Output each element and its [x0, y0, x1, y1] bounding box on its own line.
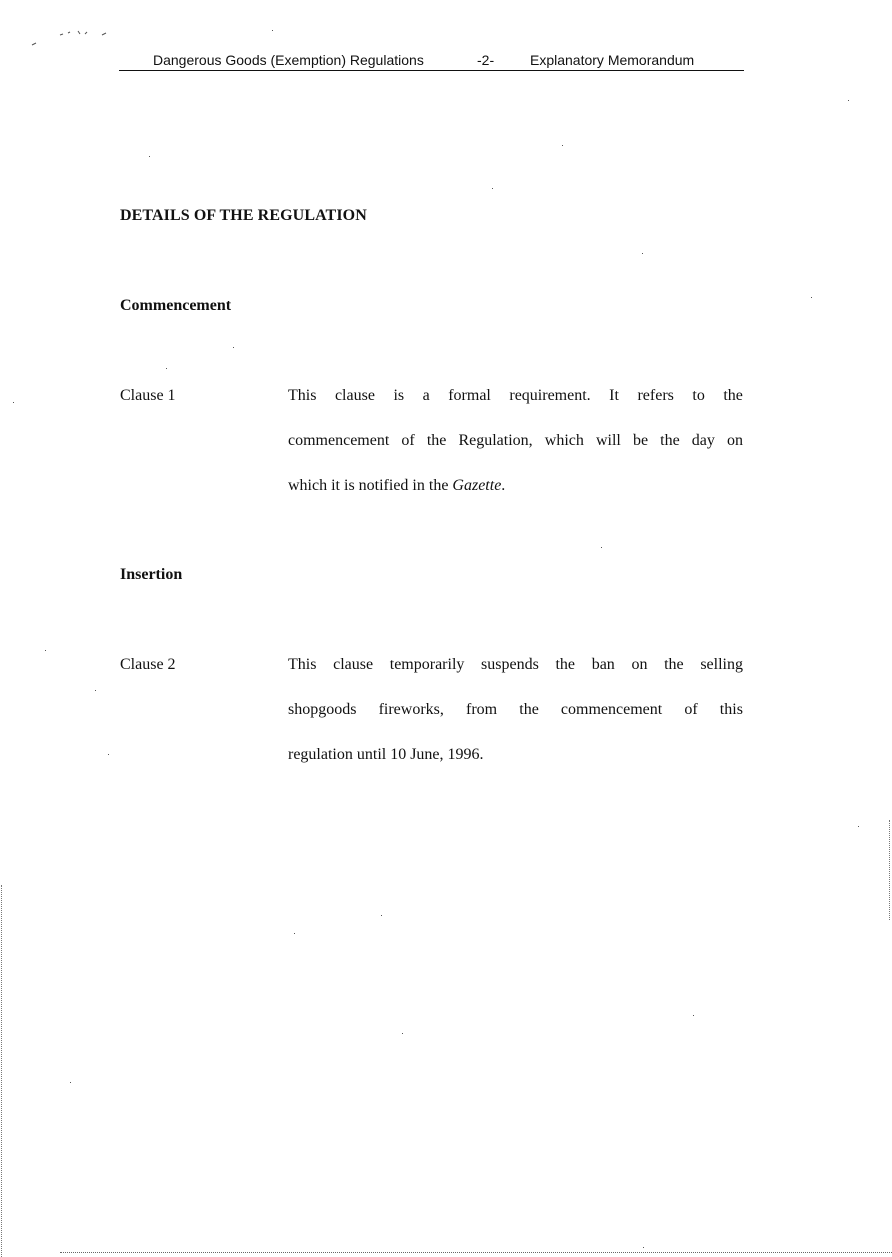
clause-1-line-3-suffix: .: [501, 477, 506, 494]
scan-bottom-line: [60, 1252, 892, 1253]
clause-1-line-3: [288, 476, 743, 496]
word: commencement: [560, 701, 663, 718]
clause-1-line-3-prefix: which it is notified in the: [288, 477, 453, 494]
word: selling: [700, 656, 743, 673]
scan-speck: [70, 1082, 71, 1083]
word: be: [632, 432, 649, 449]
scan-mark: [30, 25, 120, 50]
word: This: [288, 656, 317, 673]
scan-speck: [272, 30, 273, 31]
word: suspends: [481, 656, 539, 673]
word: on: [727, 432, 743, 449]
word: This: [288, 387, 317, 404]
word: day: [691, 432, 715, 449]
word: ban: [591, 656, 615, 673]
gazette-italic: Gazette: [452, 477, 502, 494]
header-page-number: -2-: [477, 52, 495, 68]
running-header: [119, 50, 744, 71]
scan-speck: [13, 402, 14, 403]
scan-speck: [848, 100, 849, 101]
word: clause: [333, 656, 374, 673]
word: the: [555, 656, 576, 673]
word: formal: [448, 387, 491, 404]
word: It: [609, 387, 619, 404]
clause-1-label: Clause 1: [120, 387, 176, 404]
word: will: [595, 432, 621, 449]
scan-speck: [562, 145, 563, 146]
word: of: [684, 701, 698, 718]
scan-speck: [492, 188, 493, 189]
scan-speck: [402, 1033, 403, 1034]
word: a: [422, 387, 430, 404]
word: the: [519, 701, 539, 718]
clause-2-line-3: regulation until 10 June, 1996.: [288, 746, 484, 763]
word: from: [466, 701, 498, 718]
word: refers: [637, 387, 674, 404]
clause-2-label: Clause 2: [120, 656, 176, 673]
scan-speck: [294, 933, 295, 934]
word: is: [393, 387, 405, 404]
scan-speck: [642, 253, 643, 254]
scan-speck: [811, 297, 812, 298]
scan-speck: [693, 1015, 694, 1016]
word: which: [544, 432, 584, 449]
scan-edge-line: [1, 885, 2, 1257]
word: to: [692, 387, 705, 404]
word: of: [401, 432, 415, 449]
word: requirement.: [509, 387, 591, 404]
word: commencement: [288, 432, 390, 449]
section-heading: DETAILS OF THE REGULATION: [120, 207, 367, 224]
scan-speck: [149, 156, 150, 157]
clause-2-line-1: [288, 655, 743, 675]
header-title-right: Explanatory Memorandum: [530, 52, 695, 68]
word: fireworks,: [378, 701, 444, 718]
scan-speck: [233, 347, 234, 348]
clause-1-line-2: [288, 431, 743, 451]
word: the: [426, 432, 447, 449]
subheading-commencement: Commencement: [120, 297, 232, 314]
word: Regulation,: [458, 432, 533, 449]
scan-speck: [381, 915, 382, 916]
scan-speck: [95, 690, 96, 691]
scan-speck: [601, 547, 602, 548]
scan-speck: [45, 650, 46, 651]
header-title-left: Dangerous Goods (Exemption) Regulations: [153, 52, 424, 68]
word: the: [723, 387, 743, 404]
word: clause: [334, 387, 375, 404]
word: shopgoods: [288, 701, 357, 718]
scan-speck: [643, 1247, 644, 1248]
word: this: [719, 701, 743, 718]
subheading-insertion: Insertion: [120, 566, 183, 583]
word: on: [631, 656, 648, 673]
clause-2-line-2: [288, 700, 743, 720]
word: temporarily: [389, 656, 465, 673]
word: the: [660, 432, 680, 449]
scan-speck: [108, 754, 109, 755]
scan-speck: [858, 826, 859, 827]
clause-1-line-1: [288, 386, 743, 406]
word: the: [664, 656, 684, 673]
scan-speck: [166, 368, 167, 369]
scan-edge-line: [889, 820, 890, 920]
